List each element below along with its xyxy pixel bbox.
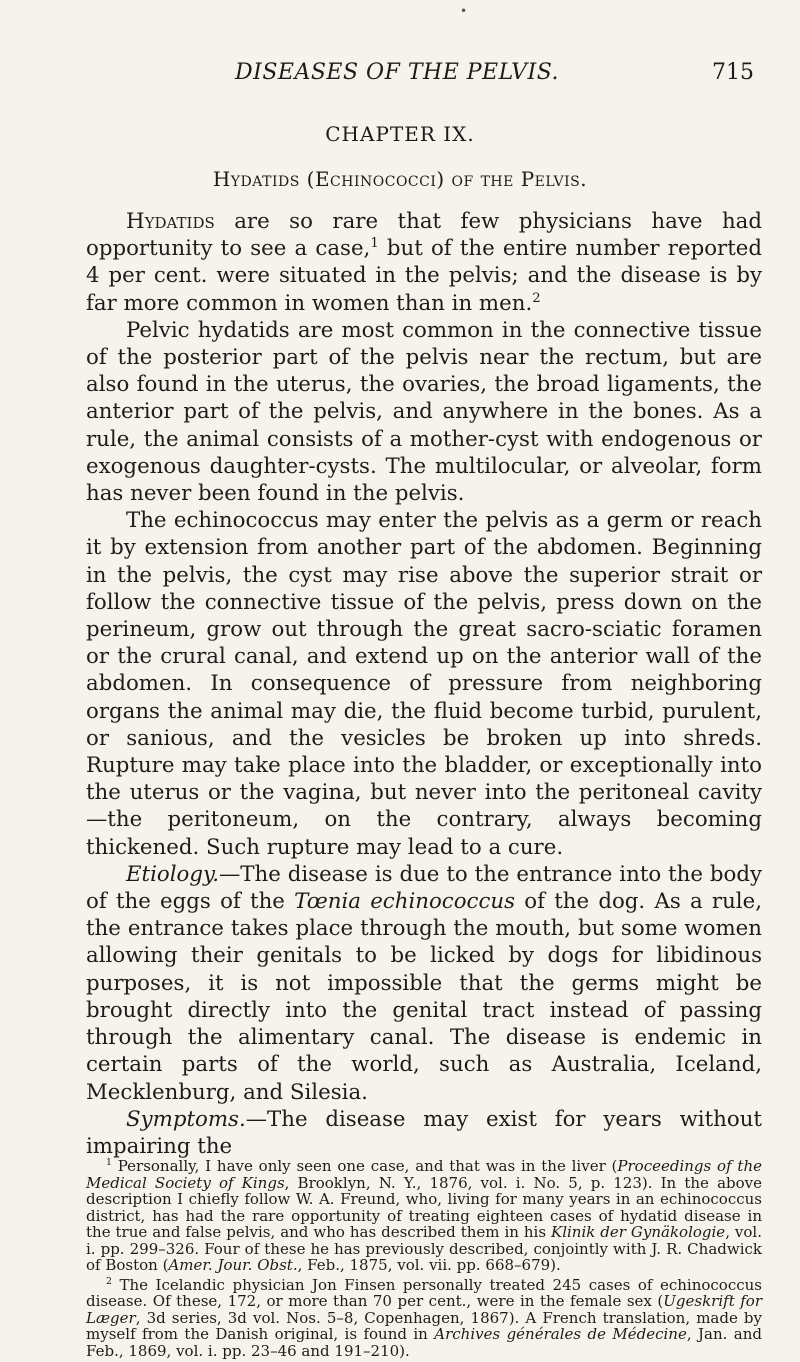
footnote-mark: 2 xyxy=(106,1275,112,1287)
subsection-heading: Etiology. xyxy=(126,861,219,887)
page-number: 715 xyxy=(712,60,754,85)
body-text xyxy=(86,208,762,1160)
running-head-title: DISEASES OF THE PELVIS. xyxy=(235,60,559,85)
species-name: Tœnia echinococcus xyxy=(294,889,516,915)
subsection-heading: Symptoms. xyxy=(126,1106,246,1132)
paragraph: Hydatids are so rare that few physicians have had opportunity to see a case,$^1$ but of the entire number reported 4 per cent. were situated in the pelvis; and the disease is by far more common in women than in men.$^2$ xyxy=(86,209,762,316)
running-head xyxy=(0,60,800,90)
paragraph: Etiology.—The disease is due to the entrance into the body of the eggs of the Tœnia echinococcus of the dog. As a rule, the entrance takes place through the mouth, but some women allowing their genitals to be licked by dogs for libidinous purposes, it is not impossible that the germs might be brought directly into the genital tract instead of passing through the alimentary canal. The disease is endemic in certain parts of the world, such as Australia, Iceland, Mecklenburg, and Silesia. xyxy=(86,861,762,1105)
footnote-mark: 1 xyxy=(106,1157,112,1168)
paragraph: Pelvic hydatids are most common in the connective tissue of the posterior part of the pelvis near the rectum, but are also found in the uterus, the ovaries, the broad ligaments, the anterior part of the pelvis, and anywhere in the bones. As a rule, the animal consists of a mother-cyst with endogenous or exogenous daughter-cysts. The multilocular, or alveolar, form has never been found in the pelvis. xyxy=(86,317,762,507)
footnote-ref: 2 xyxy=(532,290,541,306)
lead-word: Hydatids xyxy=(126,209,215,234)
paragraph: The echinococcus may enter the pelvis as a germ or reach it by extension from another part of the abdomen. Beginning in the pelvis, the cyst may rise above the superior strait or follow the connective tissue of the pelvis, press down on the perineum, grow out through the great sacro-sciatic foramen or the crural canal, and extend up on the anterior wall of the abdomen. In consequence of pressure from neighboring organs the animal may die, the fluid become turbid, purulent, or sanious, and the vesicles be broken up into shreds. Rupture may take place into the bladder, or exceptionally into the uterus or the vagina, but never into the peritoneal cavity—the peritoneum, on the contrary, always becoming thickened. Such rupture may lead to a cure. xyxy=(86,508,762,860)
chapter-heading: CHAPTER IX. xyxy=(325,122,475,146)
footnotes xyxy=(86,1158,762,1362)
footnote: $^1$ Personally, I have only seen one case, and that was in the liver (Proceedings of the Medical Society of Kings, Brooklyn, N. Y., 1876, vol. i. No. 5, p. 123). In the above description I chiefly follow W. A. Freund, who, living for many years in an echinococcus district, has had the rare opportunity of treating eighteen cases of hydatid disease in the true and false pelvis, and who has described them in his Klinik der Gynäkologie, vol. i. pp. 299–326. Four of these he has previously described, conjointly with J. R. Chadwick of Boston (Amer. Jour. Obst., Feb., 1875, vol. vii. pp. 668–679). xyxy=(86,1157,763,1274)
section-title: Hydatids (Echinococci) of the Pelvis. xyxy=(212,167,588,191)
paragraph: Symptoms.—The disease may exist for years without impairing the xyxy=(86,1106,762,1159)
footnote: $^2$ The Icelandic physician Jon Finsen personally treated 245 cases of echinococcus disease. Of these, 172, or more than 70 per cent., were in the female sex (Ugeskrift for Læger, 3d series, 3d vol. Nos. 5–8, Copenhagen, 1867). A French translation, made by myself from the Danish original, is found in Archives générales de Médecine, Jan. and Feb., 1869, vol. i. pp. 23–46 and 191–210). xyxy=(86,1275,763,1360)
footnote-ref: 1 xyxy=(370,236,379,252)
top-mark: • xyxy=(460,4,468,18)
